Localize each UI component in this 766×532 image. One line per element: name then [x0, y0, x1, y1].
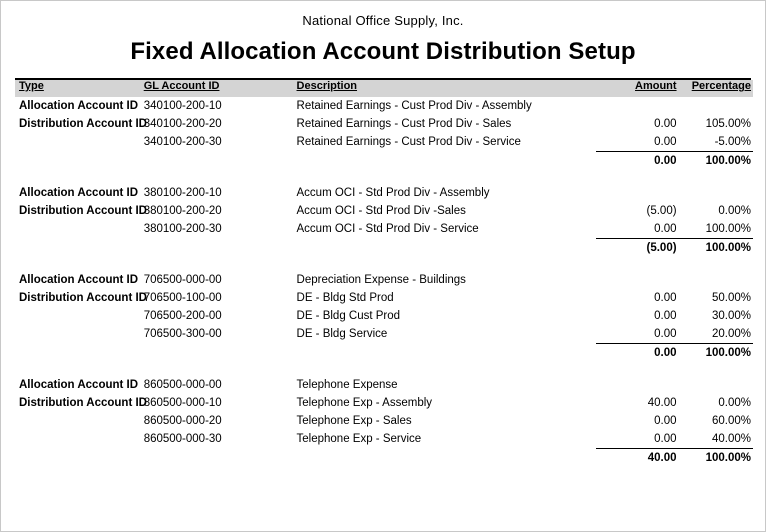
allocation-gl-account-id: 860500-000-00 [143, 379, 222, 391]
distribution-amount: 40.00 [647, 397, 677, 409]
distribution-amount: (5.00) [646, 205, 677, 217]
spacer-cell [297, 170, 597, 184]
allocation-percentage [677, 376, 753, 394]
total-amount: 0.00 [596, 344, 676, 363]
allocation-label: Allocation Account ID [19, 187, 139, 199]
distribution-description: Retained Earnings - Cust Prod Div - Sales [296, 118, 512, 130]
distribution-amount: 0.00 [654, 328, 677, 340]
distribution-amount: 0.00 [654, 433, 677, 445]
distribution-row [15, 307, 753, 325]
distribution-label [15, 133, 144, 152]
distribution-amount: 0.00 [654, 292, 677, 304]
company-name: National Office Supply, Inc. [302, 13, 464, 28]
distribution-row [15, 412, 753, 430]
distribution-percentage: 30.00% [711, 310, 751, 322]
allocation-gl-account-id: 380100-200-10 [143, 187, 222, 199]
allocation-description: Depreciation Expense - Buildings [296, 274, 466, 286]
group-spacer [15, 362, 753, 376]
distribution-label [15, 325, 144, 344]
total-spacer-desc [297, 152, 597, 171]
total-spacer-type [15, 344, 144, 363]
distribution-percentage: -5.00% [714, 136, 751, 148]
table-body [15, 97, 753, 467]
allocation-description: Telephone Expense [296, 379, 398, 391]
page-title: Fixed Allocation Account Distribution Setup [130, 38, 636, 65]
distribution-label [15, 220, 144, 239]
distribution-percentage: 100.00% [705, 223, 751, 235]
distribution-percentage: 60.00% [711, 415, 751, 427]
spacer-cell [15, 257, 144, 271]
spacer-cell [144, 170, 297, 184]
total-spacer-type [15, 152, 144, 171]
allocation-amount [596, 97, 676, 115]
distribution-description: Telephone Exp - Assembly [296, 397, 433, 409]
allocation-label: Allocation Account ID [19, 379, 139, 391]
distribution-gl-account-id: 706500-300-00 [143, 328, 222, 340]
distribution-percentage: 20.00% [711, 328, 751, 340]
total-percentage: 100.00% [677, 152, 753, 171]
distribution-percentage: 0.00% [718, 397, 751, 409]
distribution-row [15, 133, 753, 152]
spacer-cell [677, 170, 753, 184]
distribution-gl-account-id: 860500-000-30 [143, 433, 222, 445]
distribution-gl-account-id: 706500-200-00 [143, 310, 222, 322]
spacer-cell [596, 170, 676, 184]
distribution-row [15, 202, 753, 220]
total-percentage: 100.00% [677, 239, 753, 258]
distribution-gl-account-id: 380100-200-30 [143, 223, 222, 235]
distribution-gl-account-id: 860500-000-10 [143, 397, 222, 409]
total-percentage: 100.00% [677, 344, 753, 363]
allocation-amount [596, 184, 676, 202]
total-spacer-gl [144, 239, 297, 258]
report-header [1, 1, 765, 66]
distribution-percentage: 50.00% [711, 292, 751, 304]
spacer-cell [297, 362, 597, 376]
allocation-amount [596, 376, 676, 394]
distribution-percentage: 40.00% [711, 433, 751, 445]
distribution-gl-account-id: 340100-200-30 [143, 136, 222, 148]
distribution-row [15, 430, 753, 449]
total-spacer-desc [297, 344, 597, 363]
spacer-cell [596, 257, 676, 271]
total-spacer-gl [144, 152, 297, 171]
total-spacer-desc [297, 239, 597, 258]
distribution-percentage: 105.00% [705, 118, 751, 130]
distribution-description: DE - Bldg Std Prod [296, 292, 394, 304]
distribution-description: DE - Bldg Cust Prod [296, 310, 401, 322]
spacer-cell [15, 362, 144, 376]
distribution-amount: 0.00 [654, 223, 677, 235]
spacer-cell [15, 170, 144, 184]
distribution-percentage: 0.00% [718, 205, 751, 217]
distribution-row [15, 325, 753, 344]
total-spacer-desc [297, 449, 597, 468]
distribution-label [15, 307, 144, 325]
distribution-amount: 0.00 [654, 136, 677, 148]
allocation-row [15, 271, 753, 289]
total-spacer-gl [144, 449, 297, 468]
total-spacer-type [15, 239, 144, 258]
distribution-row [15, 394, 753, 412]
column-header-type: Type [15, 80, 144, 97]
distribution-description: Accum OCI - Std Prod Div - Service [296, 223, 479, 235]
group-total-row [15, 152, 753, 171]
distribution-description: Telephone Exp - Sales [296, 415, 412, 427]
allocation-label: Allocation Account ID [19, 274, 139, 286]
spacer-cell [677, 257, 753, 271]
column-header-percentage: Percentage [677, 80, 753, 97]
allocation-amount [596, 271, 676, 289]
group-total-row [15, 239, 753, 258]
total-amount: 40.00 [596, 449, 676, 468]
distribution-table [15, 80, 753, 467]
total-amount: 0.00 [596, 152, 676, 171]
allocation-row [15, 97, 753, 115]
total-percentage: 100.00% [677, 449, 753, 468]
distribution-row [15, 220, 753, 239]
distribution-gl-account-id: 380100-200-20 [143, 205, 222, 217]
allocation-row [15, 376, 753, 394]
distribution-gl-account-id: 340100-200-20 [143, 118, 222, 130]
total-spacer-gl [144, 344, 297, 363]
group-spacer [15, 257, 753, 271]
distribution-label: Distribution Account ID [19, 118, 147, 130]
distribution-description: Retained Earnings - Cust Prod Div - Service [296, 136, 521, 148]
spacer-cell [677, 362, 753, 376]
allocation-gl-account-id: 706500-000-00 [143, 274, 222, 286]
allocation-percentage [677, 271, 753, 289]
distribution-description: DE - Bldg Service [296, 328, 388, 340]
table-header-row [15, 80, 753, 97]
distribution-row [15, 115, 753, 133]
distribution-label: Distribution Account ID [19, 397, 147, 409]
allocation-gl-account-id: 340100-200-10 [143, 100, 222, 112]
distribution-label [15, 412, 144, 430]
spacer-cell [596, 362, 676, 376]
spacer-cell [144, 362, 297, 376]
distribution-row [15, 289, 753, 307]
column-header-description: Description [297, 80, 597, 97]
distribution-amount: 0.00 [654, 415, 677, 427]
total-amount: (5.00) [596, 239, 676, 258]
column-header-amount: Amount [596, 80, 676, 97]
distribution-gl-account-id: 860500-000-20 [143, 415, 222, 427]
distribution-description: Telephone Exp - Service [296, 433, 422, 445]
distribution-amount: 0.00 [654, 118, 677, 130]
group-total-row [15, 344, 753, 363]
spacer-cell [297, 257, 597, 271]
distribution-label: Distribution Account ID [19, 205, 147, 217]
distribution-description: Accum OCI - Std Prod Div -Sales [296, 205, 466, 217]
allocation-label: Allocation Account ID [19, 100, 139, 112]
allocation-row [15, 184, 753, 202]
total-spacer-type [15, 449, 144, 468]
allocation-percentage [677, 184, 753, 202]
spacer-cell [144, 257, 297, 271]
distribution-amount: 0.00 [654, 310, 677, 322]
allocation-description: Retained Earnings - Cust Prod Div - Assembly [296, 100, 532, 112]
column-header-gl-account-id: GL Account ID [144, 80, 297, 97]
allocation-percentage [677, 97, 753, 115]
distribution-gl-account-id: 706500-100-00 [143, 292, 222, 304]
allocation-description: Accum OCI - Std Prod Div - Assembly [296, 187, 490, 199]
group-spacer [15, 170, 753, 184]
distribution-label: Distribution Account ID [19, 292, 147, 304]
group-total-row [15, 449, 753, 468]
distribution-label [15, 430, 144, 449]
